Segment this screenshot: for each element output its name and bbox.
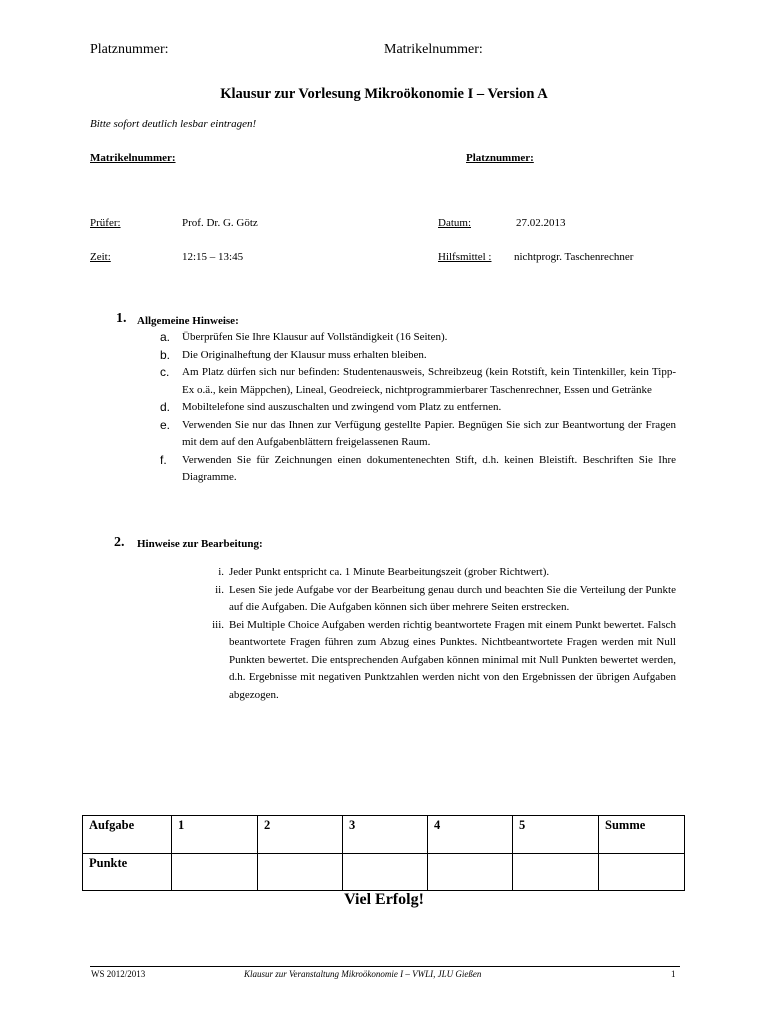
footer-semester: WS 2012/2013 bbox=[91, 969, 146, 979]
platz-label: Platznummer: bbox=[466, 152, 534, 164]
table-header-cell: 5 bbox=[513, 816, 599, 854]
list-item-text: Mobiltelefone sind auszuschalten und zwingend vom Platz zu entfernen. bbox=[182, 401, 502, 413]
points-cell bbox=[172, 854, 258, 891]
list-item-text: Lesen Sie jede Aufgabe vor der Bearbeitung genau durch und beachten Sie die Verteilung der Punkte auf die Aufgaben. Die Aufgaben können sich über mehrere Seiten erstrecken. bbox=[229, 583, 676, 613]
matrikel-label: Matrikelnummer: bbox=[90, 152, 176, 164]
points-cell bbox=[343, 854, 428, 891]
list-item bbox=[160, 329, 676, 347]
hilfsmittel-value: nichtprogr. Taschenrechner bbox=[514, 251, 634, 263]
list-item-text: Verwenden Sie nur das Ihnen zur Verfügung gestellte Papier. Begnügen Sie sich zur Beantwortung der Fragen mit dem auf den Aufgabenblättern freigelassenen Raum. bbox=[182, 418, 676, 448]
list-item bbox=[160, 452, 676, 487]
section2-number: 2. bbox=[114, 535, 125, 550]
footer-course: Klausur zur Veranstaltung Mikroökonomie I – VWLI, JLU Gießen bbox=[244, 969, 482, 979]
footer-divider bbox=[90, 966, 680, 967]
list-item bbox=[212, 617, 676, 705]
table-header-cell: 2 bbox=[258, 816, 343, 854]
table-header-cell: Summe bbox=[599, 816, 685, 854]
datum-label: Datum: bbox=[438, 217, 471, 229]
zeit-value: 12:15 – 13:45 bbox=[182, 251, 244, 263]
pruefer-label: Prüfer: bbox=[90, 217, 121, 229]
datum-value: 27.02.2013 bbox=[516, 217, 566, 229]
section2-list bbox=[212, 564, 676, 704]
list-marker: d. bbox=[160, 400, 171, 414]
list-marker: f. bbox=[160, 452, 167, 467]
list-marker: i. bbox=[218, 566, 224, 578]
score-table bbox=[82, 815, 685, 891]
list-marker: c. bbox=[160, 365, 170, 379]
list-marker: ii. bbox=[215, 583, 224, 596]
page-title: Klausur zur Vorlesung Mikroökonomie I – Version A bbox=[220, 86, 548, 102]
table-header-cell: 4 bbox=[428, 816, 513, 854]
list-item-text: Jeder Punkt entspricht ca. 1 Minute Bearbeitungszeit (grober Richtwert). bbox=[229, 566, 550, 578]
list-marker: iii. bbox=[212, 618, 224, 631]
list-marker: e. bbox=[160, 417, 171, 432]
list-item bbox=[160, 399, 676, 417]
list-item-text: Überprüfen Sie Ihre Klausur auf Vollständigkeit (16 Seiten). bbox=[182, 331, 448, 343]
list-item bbox=[215, 582, 676, 617]
table-header-cell: 1 bbox=[172, 816, 258, 854]
section1-heading: Allgemeine Hinweise: bbox=[137, 315, 239, 327]
zeit-label: Zeit: bbox=[90, 251, 111, 263]
list-marker: a. bbox=[160, 330, 171, 344]
pruefer-value: Prof. Dr. G. Götz bbox=[182, 217, 258, 229]
section2-heading: Hinweise zur Bearbeitung: bbox=[137, 538, 263, 550]
closing-text: Viel Erfolg! bbox=[344, 891, 424, 908]
points-row-label: Punkte bbox=[83, 854, 172, 891]
list-item bbox=[218, 564, 676, 582]
table-header-cell: 3 bbox=[343, 816, 428, 854]
points-cell bbox=[258, 854, 343, 891]
entry-note: Bitte sofort deutlich lesbar eintragen! bbox=[90, 118, 257, 130]
platznummer-header: Platznummer: bbox=[90, 42, 169, 57]
list-item-text: Bei Multiple Choice Aufgaben werden richtig beantwortete Fragen mit einem Punkt bewertet. Falsch beantwortete Fragen führen zum Abzug eines Punktes. Nichtbeantwortete Fragen werden mit Null Punkten bewertet. Die entsprechenden Aufgaben können minimal mit Null Punkten bewertet werden, d.h. Ergebnisse mit negativen Punktzahlen werden nicht von den Ergebnissen der übrigen Aufgaben abgezogen. bbox=[229, 618, 676, 701]
table-header-row bbox=[83, 816, 685, 854]
footer-page-number: 1 bbox=[671, 969, 676, 979]
section1-number: 1. bbox=[116, 311, 127, 326]
list-item bbox=[160, 364, 676, 399]
list-item-text: Verwenden Sie für Zeichnungen einen dokumentenechten Stift, d.h. keinen Bleistift. Beschriften Sie Ihre Diagramme. bbox=[182, 453, 676, 483]
hilfsmittel-label: Hilfsmittel : bbox=[438, 251, 492, 263]
list-item-text: Am Platz dürfen sich nur befinden: Studentenausweis, Schreibzeug (kein Rotstift, kein Tintenkiller, kein Tipp-Ex o.ä., kein Mäppchen), Lineal, Geodreieck, nichtprogrammierbarer Taschenrechner, Essen und Getränke bbox=[182, 366, 676, 396]
points-cell bbox=[428, 854, 513, 891]
points-cell bbox=[513, 854, 599, 891]
table-row bbox=[83, 854, 685, 891]
list-item bbox=[160, 417, 676, 452]
matrikelnummer-header: Matrikelnummer: bbox=[384, 42, 483, 57]
list-marker: b. bbox=[160, 347, 171, 362]
list-item bbox=[160, 347, 676, 365]
points-cell bbox=[599, 854, 685, 891]
table-header-cell: Aufgabe bbox=[83, 816, 172, 854]
list-item-text: Die Originalheftung der Klausur muss erhalten bleiben. bbox=[182, 348, 427, 361]
section1-list bbox=[160, 329, 676, 487]
